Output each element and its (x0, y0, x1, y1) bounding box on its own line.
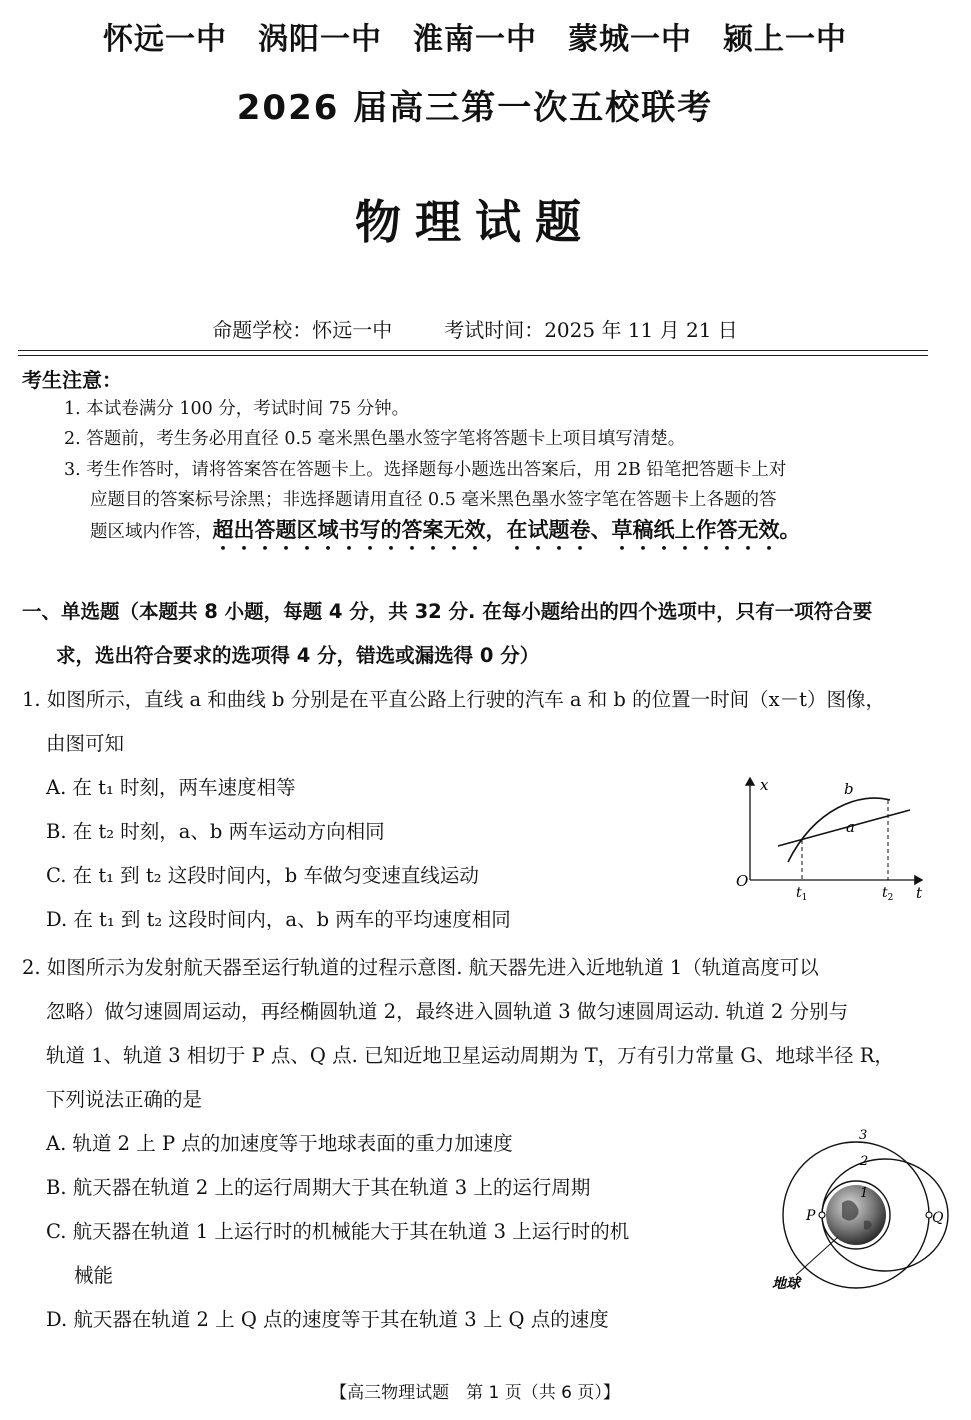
point-p-marker (819, 1212, 825, 1218)
t2-label: $t_2$ (882, 885, 894, 903)
q1-option-d: D. 在 t₁ 到 t₂ 这段时间内，a、b 两车的平均速度相同 (46, 908, 511, 931)
notice-item-3-line3-plain: 题区域内作答， (90, 522, 213, 542)
q1-option-c: C. 在 t₁ 到 t₂ 这段时间内，b 车做匀变速直线运动 (46, 864, 479, 887)
point-q-label: Q (932, 1210, 944, 1226)
t1-label: $t_1$ (796, 885, 808, 903)
notice-heading: 考生注意： (22, 368, 122, 392)
q1-stem-line2: 由图可知 (46, 732, 125, 755)
point-p-label: P (806, 1208, 816, 1224)
divider-thick (18, 350, 928, 351)
exam-title: 2026 届高三第一次五校联考 (236, 88, 714, 128)
section-heading-line2: 求，选出符合要求的选项得 4 分，错选或漏选得 0 分） (56, 644, 540, 667)
q2-option-a: A. 轨道 2 上 P 点的加速度等于地球表面的重力加速度 (46, 1132, 513, 1155)
q2-option-c-line2: 械能 (74, 1264, 114, 1287)
notice-item-3-line3 (64, 515, 934, 555)
subject-title: 物理试题 (355, 195, 595, 249)
notice-item-3-line2: 应题目的答案标号涂黑；非选择题请用直径 0.5 毫米黑色墨水签字笔在答题卡上各题的答 (90, 490, 777, 510)
earth-pointer (796, 1237, 838, 1275)
exam-date: 考试时间：2025 年 11 月 21 日 (444, 318, 738, 342)
q1-xt-graph (730, 770, 930, 905)
notice-item-3-line1: 3. 考生作答时，请将答案答在答题卡上。选择题每小题选出答案后，用 2B 铅笔把答题卡上对 (64, 460, 787, 480)
exam-meta (0, 314, 950, 343)
q2-option-b: B. 航天器在轨道 2 上的运行周期大于其在轨道 3 上的运行周期 (46, 1176, 591, 1199)
notice-item-1: 1. 本试卷满分 100 分，考试时间 75 分钟。 (64, 399, 410, 419)
orbit-1-label: 1 (860, 1186, 869, 1201)
notice-item-3 (64, 455, 934, 555)
orbit-2-label: 2 (860, 1154, 869, 1169)
page-footer: 【高三物理试题 第 1 页（共 6 页）】 (330, 1383, 620, 1403)
line-a (778, 810, 910, 846)
origin-label: O (736, 872, 749, 890)
q2-stem-line4: 下列说法正确的是 (46, 1088, 203, 1111)
q2-stem-line2: 忽略）做匀速圆周运动，再经椭圆轨道 2，最终进入圆轨道 3 做匀速圆周运动. 轨道 2 分别与 (46, 1000, 849, 1023)
divider-thin (18, 355, 928, 356)
notice-emphasis: 超出答题区域书写的答案无效，在试题卷、草稿纸上作答无效。 (212, 518, 801, 542)
line-a-label: a (846, 818, 855, 836)
q2-stem-line1: 2. 如图所示为发射航天器至运行轨道的过程示意图. 航天器先进入近地轨道 1（轨道高度可以 (22, 956, 819, 979)
setter-school: 命题学校：怀远一中 (212, 318, 393, 342)
section-heading-line1: 一、单选题（本题共 8 小题，每题 4 分，共 32 分. 在每小题给出的四个选项中，只有一项符合要 (22, 600, 873, 623)
q1-option-b: B. 在 t₂ 时刻，a、b 两车运动方向相同 (46, 820, 385, 843)
x-axis-label: x (760, 776, 769, 794)
t-axis-label: t (916, 884, 923, 902)
q2-option-c-line1: C. 航天器在轨道 1 上运行时的机械能大于其在轨道 3 上运行时的机 (46, 1220, 630, 1243)
q2-option-d: D. 航天器在轨道 2 上 Q 点的速度等于其在轨道 3 上 Q 点的速度 (46, 1308, 609, 1331)
q2-stem-line3: 轨道 1、轨道 3 相切于 P 点、Q 点. 已知近地卫星运动周期为 T，万有引力常量 G、地球半径 R， (46, 1044, 894, 1067)
earth-label: 地球 (772, 1276, 800, 1292)
q1-option-a: A. 在 t₁ 时刻，两车速度相等 (46, 776, 296, 799)
notice-item-2: 2. 答题前，考生务必用直径 0.5 毫米黑色墨水签字笔将答题卡上项目填写清楚。 (64, 429, 686, 449)
curve-b-label: b (844, 780, 854, 798)
q1-stem-line1: 1. 如图所示，直线 a 和曲线 b 分别是在平直公路上行驶的汽车 a 和 b 的位置一时间（x－t）图像， (22, 688, 885, 711)
q2-orbit-diagram (772, 1125, 942, 1295)
school-list: 怀远一中 涡阳一中 淮南一中 蒙城一中 颍上一中 (103, 22, 847, 57)
orbit-3-label: 3 (859, 1128, 868, 1143)
